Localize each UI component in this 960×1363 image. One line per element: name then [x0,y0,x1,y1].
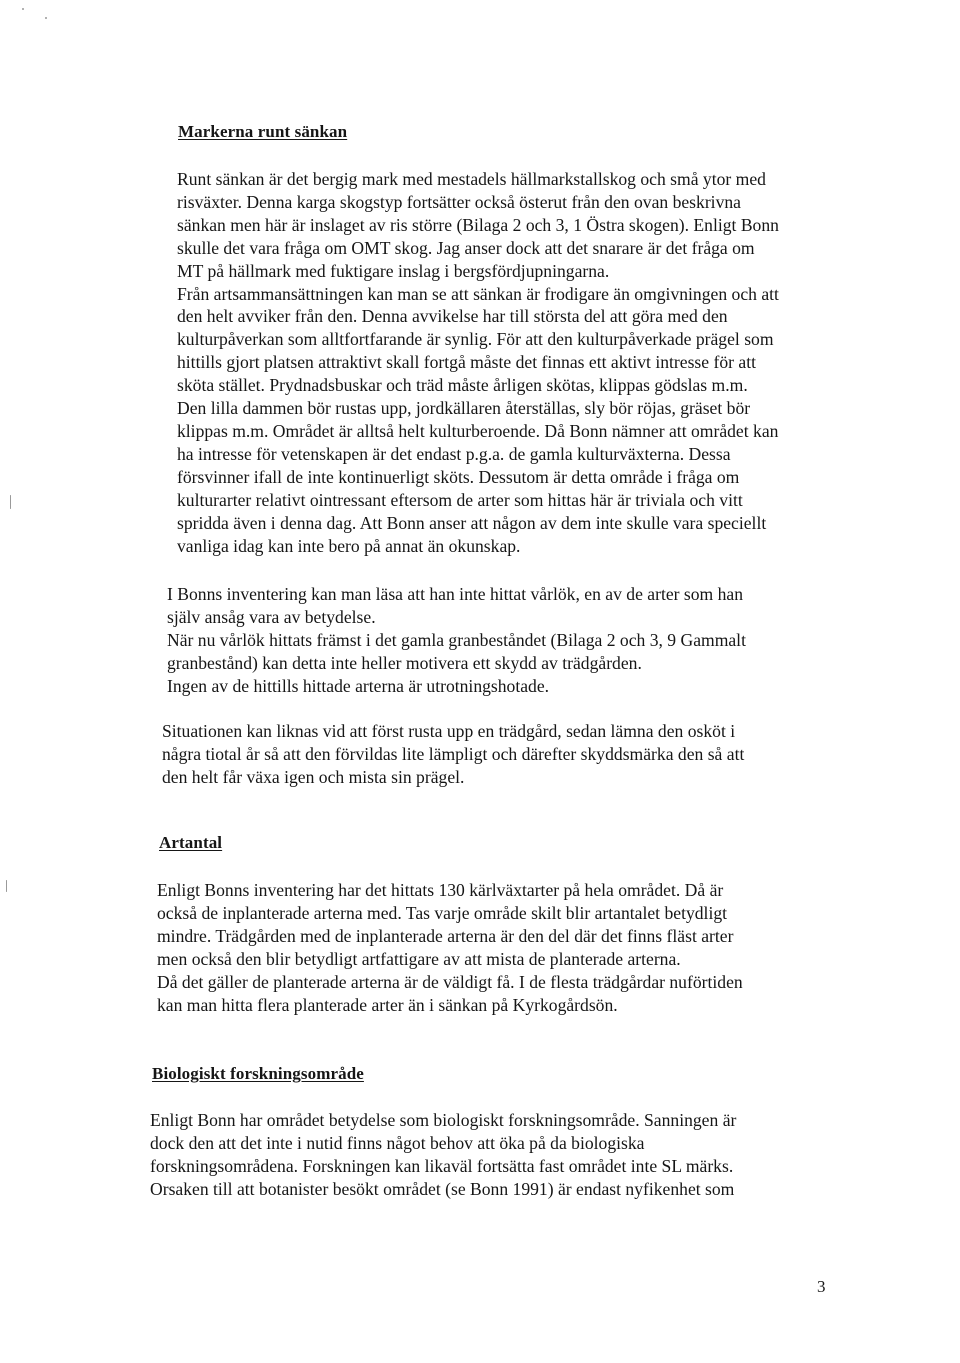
text-line: Situationen kan liknas vid att först rusta upp en trädgård, sedan lämna den osköt i [162,721,736,741]
text-line: När nu vårlök hittats främst i det gamla granbeståndet (Bilaga 2 och 3, 9 Gammalt [167,629,746,650]
text-line: sköta stället. Prydnadsbuskar och träd måste årligen skötas, klippas gödslas m.m. [177,375,748,396]
text-line: MT på hällmark med fuktigare inslag i bergsfördjupningarna. [177,260,610,281]
paragraph-markerna-3 [162,720,862,789]
text-line: hittills gjort platsen attraktivt skall fortgå måste det finnas ett aktivt intresse för att [177,352,756,373]
text-line: Den lilla dammen bör rustas upp, jordkällaren återställas, sly bör röjas, gräset bör [177,398,751,419]
section-heading-artantal: Artantal [159,833,223,852]
text-line: den helt avviker från den. Denna avvikelse har till största del att göra med den [177,306,728,327]
text-line: själv ansåg vara av betydelse. [167,606,376,627]
text-line: dock den att det inte i nutid finns något behov att öka på da biologiska [150,1132,645,1153]
section-heading-markerna: Markerna runt sänkan [178,122,348,141]
paragraph-markerna-2 [167,583,867,698]
text-line: Då det gäller de planterade arterna är de väldigt få. I de flesta trädgårdar nuförtiden [157,971,743,992]
text-line: skulle det vara fråga om OMT skog. Jag anser dock att det snarare är det fråga om [177,237,755,258]
text-line: spridda även i denna dag. Att Bonn anser att någon av dem inte skulle vara speciellt [177,512,767,533]
text-line: granbestånd) kan detta inte heller motivera ett skydd av trädgården. [167,652,642,673]
text-line: ha intresse för vetenskapen är det endast p.g.a. de gamla kulturväxterna. Dessa [177,443,731,464]
scan-speck [10,495,11,509]
page-number: 3 [817,1277,826,1296]
text-line: vanliga idag kan inte bero på annat än okunskap. [177,535,521,556]
text-line: kulturarter relativt ointressant eftersom de arter som hittas här är triviala och vitt [177,489,743,510]
text-line: forskningsområdena. Forskningen kan likaväl fortsätta fast området inte SL märks. [150,1155,734,1176]
text-line: Runt sänkan är det bergig mark med mestadels hällmarkstallskog och små ytor med [177,169,766,189]
text-line: försvinner ifall de inte kontinuerligt sköts. Dessutom är detta område i fråga om [177,466,740,487]
paragraph-biologiskt-1 [150,1109,850,1201]
text-line: Från artsammansättningen kan man se att sänkan är frodigare än omgivningen och att [177,283,779,304]
text-line: några tiotal år så att den förvildas lite lämpligt och därefter skyddsmärka den så att [162,743,745,764]
text-line: sänkan men här är inslaget av ris större (Bilaga 2 och 3, 1 Östra skogen). Enligt Bonn [177,214,779,235]
paragraph-markerna-1 [177,168,877,557]
paragraph-artantal-1 [157,879,857,1016]
text-line: Ingen av de hittills hittade arterna är utrotningshotade. [167,675,550,696]
text-line: mindre. Trädgården med de inplanterade arterna är den del där det finns fläst arter [157,925,734,946]
scan-speck [45,17,47,19]
text-line: kan man hitta flera planterade arter än i sänkan på Kyrkogårdsön. [157,994,618,1015]
text-line: men också den blir betydligt artfattigare av att mista de planterade arterna. [157,948,681,969]
text-line: kulturpåverkan som alltfortfarande är synlig. För att den kulturpåverkade prägel som [177,329,774,350]
section-heading-biologiskt: Biologiskt forskningsområde [152,1064,364,1083]
scan-speck [6,880,7,892]
text-line: också de inplanterade arterna med. Tas varje område skilt blir artantalet betydligt [157,902,728,923]
text-line: den helt får växa igen och mista sin prägel. [162,766,465,787]
text-line: Enligt Bonns inventering har det hittats 130 kärlväxtarter på hela området. Då är [157,880,724,900]
text-line: klippas m.m. Området är alltså helt kulturberoende. Då Bonn nämner att området kan [177,420,779,441]
text-line: Enligt Bonn har området betydelse som biologiskt forskningsområde. Sanningen är [150,1110,737,1130]
text-line: risväxter. Denna karga skogstyp fortsätter också österut från den ovan beskrivna [177,191,741,212]
text-line: Orsaken till att botanister besökt området (se Bonn 1991) är endast nyfikenhet som [150,1178,735,1199]
scan-speck [22,8,24,10]
text-line: I Bonns inventering kan man läsa att han inte hittat vårlök, en av de arter som han [167,584,744,604]
